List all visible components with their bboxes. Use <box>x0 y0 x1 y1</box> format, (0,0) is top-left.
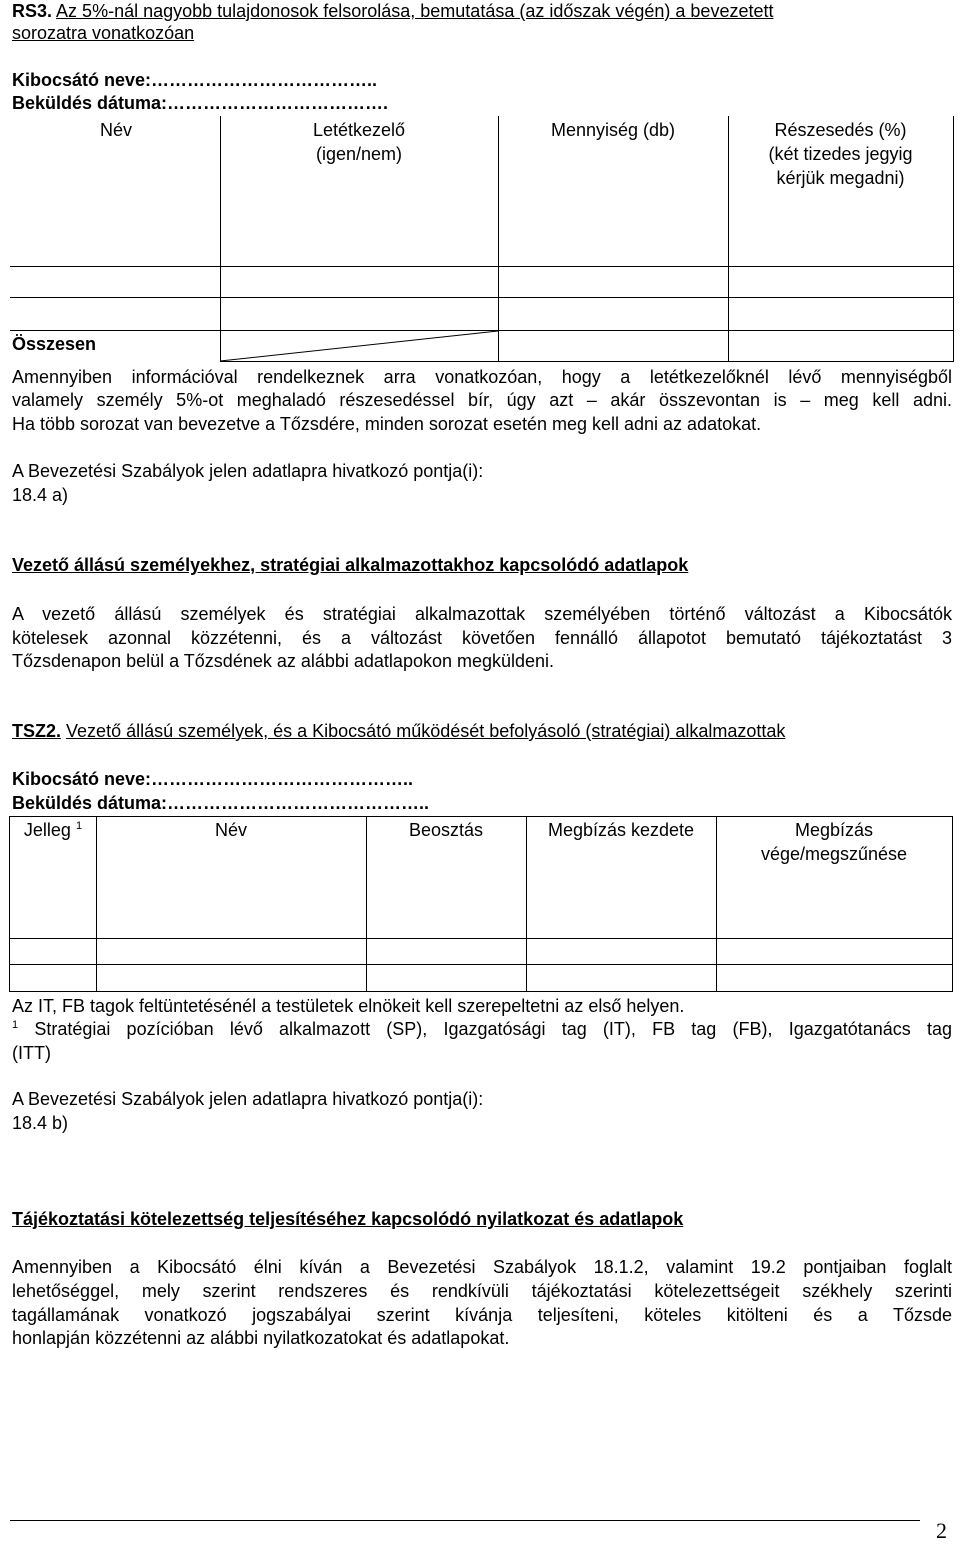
rs3-title-line2: sorozatra vonatkozóan <box>12 23 195 43</box>
section2-para-line-2: lehetőséggel, mely szerint rendszeres és rendkívüli tájékoztatási kötelezettségeit székhely szerinti <box>12 1281 952 1301</box>
tsz2-note: Az IT, FB tagok feltüntetésénél a testületek elnökeit kell szerepeltetni az első helyen. <box>12 996 685 1016</box>
section2-para-line-3: tagállamának vonatkozó jogszabályai szerint kívánja teljesíteni, köteles kitölteni és a Tőzsde <box>12 1305 952 1325</box>
tsz2-issuer-label: Kibocsátó neve:…………………………………….. <box>12 769 414 789</box>
tsz2-title: Vezető állású személyek, és a Kibocsátó működését befolyásoló (stratégiai) alkalmazottak <box>66 721 786 741</box>
tsz2-header-start: Megbízás kezdete <box>547 820 695 840</box>
rs3-total-label: Összesen <box>12 334 97 354</box>
section1-heading: Vezető állású személyekhez, stratégiai alkalmazottakhoz kapcsolódó adatlapok <box>12 555 689 575</box>
tsz2-ref-value: 18.4 b) <box>12 1113 69 1133</box>
section2-heading: Tájékoztatási kötelezettség teljesítéséhez kapcsolódó nyilatkozat és adatlapok <box>12 1209 684 1229</box>
tsz2-ref-label: A Bevezetési Szabályok jelen adatlapra hivatkozó pontja(i): <box>12 1089 484 1109</box>
rs3-ref-label: A Bevezetési Szabályok jelen adatlapra hivatkozó pontja(i): <box>12 461 484 481</box>
tsz2-header-position: Beosztás <box>408 820 484 840</box>
rs3-total-diagonal <box>220 330 500 362</box>
rs3-header-quantity: Mennyiség (db) <box>550 120 676 140</box>
section2-para-line-4: honlapján közzétenni az alábbi nyilatkozatokat és adatlapokat. <box>12 1328 510 1348</box>
tsz2-footnote-line-1: $^1$ Stratégiai pozícióban lévő alkalmazott (SP), Igazgatósági tag (IT), FB tag (FB), Igazgatótanács tag <box>12 1019 952 1039</box>
tsz2-footnote-line-2: (ITT) <box>12 1043 51 1063</box>
rs3-title: Az 5%-nál nagyobb tulajdonosok felsorolása, bemutatása (az időszak végén) a bevezetett <box>56 1 774 21</box>
rs3-submit-label: Beküldés dátuma:………………………………. <box>12 93 389 113</box>
tsz2-header-name: Név <box>214 820 247 840</box>
rs3-issuer-label: Kibocsátó neve:……………………………….. <box>12 70 378 90</box>
tsz2-title-line <box>12 720 785 742</box>
section1-para-line-3: Tőzsdenapon belül a Tőzsdének az alábbi adatlapokon megküldeni. <box>12 651 555 671</box>
footer-rule <box>10 1520 920 1521</box>
section1-para-line-1: A vezető állású személyek és stratégiai alkalmazottak személyében történő változást a Kibocsátók <box>12 604 952 624</box>
tsz2-header-end: Megbízás vége/megszűnése <box>760 820 908 864</box>
tsz2-code: TSZ2. <box>12 721 62 741</box>
tsz2-submit-label: Beküldés dátuma:…………………………………….. <box>12 793 430 813</box>
rs3-ref-value: 18.4 a) <box>12 485 69 505</box>
tsz2-footnote-sup: 1 <box>12 1019 19 1031</box>
page-number: 2 <box>936 1518 947 1543</box>
rs3-header-depository: Letétkezelő (igen/nem) <box>312 120 406 164</box>
rs3-note-line-1: Amennyiben információval rendelkeznek arra vonatkozóan, hogy a letétkezelőknél lévő mennyiségből <box>12 367 952 387</box>
rs3-header-name: Név <box>99 120 132 140</box>
rs3-note-line-3: Ha több sorozat van bevezetve a Tőzsdére, minden sorozat esetén meg kell adni az adatokat. <box>12 414 762 434</box>
tsz2-header-sign: Jelleg $^1$ <box>23 820 83 840</box>
rs3-header-share: Részesedés (%) (két tizedes jegyig kérjük megadni) <box>768 120 913 188</box>
rs3-code: RS3. <box>12 1 53 21</box>
section2-para-line-1: Amennyiben a Kibocsátó élni kíván a Bevezetési Szabályok 18.1.2, valamint 19.2 pontjaiban foglalt <box>12 1257 952 1277</box>
rs3-title-line1 <box>12 0 773 22</box>
rs3-note-line-2: valamely személy 5%-ot meghaladó részesedéssel bír, úgy azt – akár összevontan is – meg kell adni. <box>12 390 952 410</box>
section1-para-line-2: kötelesek azonnal közzétenni, és a változást követően fennálló állapotot bemutató tájékoztatást 3 <box>12 628 952 648</box>
